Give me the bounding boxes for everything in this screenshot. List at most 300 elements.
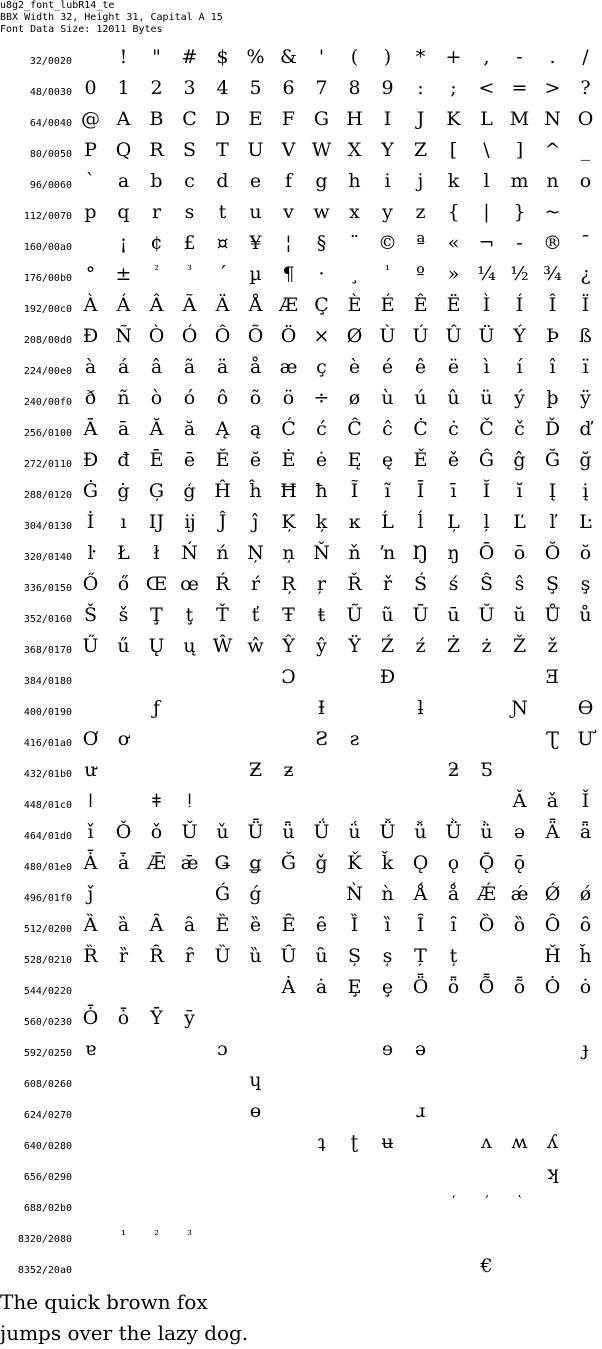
glyph-cell: Ò	[148, 325, 165, 347]
glyph-cell: õ	[249, 387, 262, 409]
glyph-cell: Ŝ	[479, 573, 494, 595]
glyph-cell: Ư	[577, 728, 594, 750]
row-code-label: 608/0260	[23, 1079, 72, 1090]
glyph-cell: ĉ	[382, 418, 393, 440]
glyph-cell: ƨ	[349, 728, 360, 750]
glyph-cell: Ĩ	[350, 480, 359, 502]
glyph-cell: ā	[117, 418, 130, 440]
glyph-cell: Ē	[149, 449, 164, 471]
glyph-cell: Ǔ	[181, 821, 198, 843]
glyph-cell: Ě	[413, 449, 428, 471]
glyph-cell: &	[280, 46, 297, 68]
sample-text	[0, 1287, 248, 1349]
glyph-cell: ș	[382, 945, 393, 967]
glyph-cell: 7	[315, 77, 328, 99]
glyph-cell: č	[514, 418, 525, 440]
glyph-cell: )	[383, 46, 392, 68]
glyph-cell: Ĺ	[381, 511, 394, 533]
glyph-row	[0, 1220, 589, 1251]
glyph-cell: ĸ	[348, 511, 361, 533]
row-code-label: 336/0150	[23, 583, 72, 594]
glyph-cell: ŕ	[250, 573, 261, 595]
row-code-label: 496/01f0	[23, 893, 72, 904]
glyph-cell: +	[445, 46, 462, 68]
glyph-cell: ~	[544, 201, 561, 223]
glyph-cell: ǰ	[87, 883, 94, 905]
glyph-cell: m	[510, 170, 529, 192]
glyph-cell: "	[152, 46, 161, 68]
glyph-cell: Ŗ	[281, 573, 296, 595]
glyph-cell: Ď	[544, 418, 561, 440]
row-code-label: 528/0210	[23, 955, 72, 966]
glyph-cell: ǂ	[152, 790, 161, 812]
glyph-cell: €	[480, 1255, 493, 1277]
glyph-cell: :	[417, 77, 424, 99]
glyph-cell: ļ	[483, 511, 490, 533]
glyph-cell: G	[313, 108, 330, 130]
glyph-cell: ȁ	[117, 914, 130, 936]
glyph-cell: ø	[348, 387, 361, 409]
glyph-cell: Ǧ	[280, 852, 297, 874]
glyph-cell: w	[313, 201, 330, 223]
glyph-cell: Ê	[413, 294, 428, 316]
glyph-cell: Ǎ	[512, 790, 527, 812]
glyph-cell: ©	[378, 232, 397, 254]
glyph-cell: ó	[183, 387, 196, 409]
glyph-cell: Ĉ	[347, 418, 362, 440]
glyph-cell: ı	[120, 511, 127, 533]
glyph-row	[0, 1003, 589, 1034]
glyph-cell: Ǖ	[247, 821, 264, 843]
glyph-cell: Ș	[347, 945, 362, 967]
glyph-cell: Ǽ	[476, 883, 497, 905]
glyph-row	[0, 662, 589, 693]
row-code-label: 224/00e0	[23, 366, 72, 377]
glyph-cell: ľ	[549, 511, 556, 533]
glyph-cell: b	[150, 170, 163, 192]
glyph-cell: Ȍ	[478, 914, 495, 936]
glyph-cell: A	[116, 108, 131, 130]
glyph-cell: ű	[117, 635, 130, 657]
glyph-cell: Ğ	[544, 449, 561, 471]
glyph-cell: Ŧ	[282, 604, 295, 626]
glyph-cell: ć	[316, 418, 327, 440]
glyph-cell: ɵ	[249, 1100, 262, 1122]
row-code-label: 240/00f0	[23, 397, 72, 408]
glyph-cell: ȃ	[183, 914, 196, 936]
glyph-cell: Ƨ	[314, 728, 329, 750]
glyph-cell: ±	[115, 263, 132, 285]
font-data-size: Font Data Size: 12011 Bytes	[0, 24, 163, 35]
glyph-cell: Í	[515, 294, 524, 316]
row-code-label: 448/01c0	[23, 800, 72, 811]
glyph-cell: ĺ	[417, 511, 424, 533]
glyph-cell: Ņ	[247, 542, 264, 564]
glyph-cell: ¶	[282, 263, 295, 285]
glyph-cell: n	[546, 170, 559, 192]
glyph-row	[0, 352, 589, 383]
glyph-cell: .	[549, 46, 556, 68]
glyph-cell: ÿ	[580, 387, 591, 409]
glyph-cell: ǃ	[186, 790, 193, 812]
glyph-cell: ƻ	[447, 759, 460, 781]
glyph-cell: Ǘ	[313, 821, 330, 843]
glyph-row	[0, 910, 592, 941]
row-code-label: 272/0110	[23, 459, 72, 470]
glyph-cell: Â	[149, 294, 164, 316]
glyph-cell: g	[315, 170, 328, 192]
glyph-cell: ɹ	[415, 1100, 426, 1122]
glyph-cell: Ķ	[281, 511, 296, 533]
glyph-cell: S	[182, 139, 197, 161]
glyph-cell: ǿ	[579, 883, 592, 905]
glyph-row	[0, 941, 592, 972]
glyph-row	[0, 817, 592, 848]
glyph-cell: ʌ	[481, 1131, 492, 1153]
row-code-label: 624/0270	[23, 1110, 72, 1121]
glyph-cell: ǀ	[87, 790, 94, 812]
glyph-cell: š	[118, 604, 129, 626]
glyph-cell: ₁	[121, 1224, 126, 1238]
glyph-cell: p	[84, 201, 97, 223]
glyph-cell: N	[544, 108, 561, 130]
glyph-cell: ì	[483, 356, 490, 378]
glyph-cell: c	[184, 170, 195, 192]
glyph-cell: Ǒ	[115, 821, 132, 843]
glyph-row	[0, 848, 589, 879]
glyph-cell: Ũ	[346, 604, 363, 626]
glyph-cell: ē	[183, 449, 196, 471]
glyph-cell: ʞ	[546, 1162, 559, 1184]
glyph-cell: ŉ	[379, 542, 396, 564]
glyph-row	[0, 1251, 589, 1282]
glyph-cell: ǜ	[480, 821, 493, 843]
row-code-label: 688/02b0	[23, 1203, 72, 1214]
glyph-cell: ȇ	[315, 914, 328, 936]
row-code-label: 112/0070	[23, 211, 72, 222]
glyph-cell: v	[283, 201, 294, 223]
glyph-cell: ĳ	[184, 511, 195, 533]
glyph-cell: Ĕ	[215, 449, 230, 471]
glyph-row	[0, 259, 589, 290]
glyph-cell: ñ	[117, 387, 130, 409]
glyph-cell: ĵ	[252, 511, 259, 533]
glyph-cell: ö	[282, 387, 295, 409]
glyph-cell: ɐ	[84, 1038, 97, 1060]
glyph-cell: Ĝ	[478, 449, 495, 471]
glyph-cell: ś	[448, 573, 459, 595]
glyph-cell: »	[447, 263, 460, 285]
glyph-cell: Ŷ	[282, 635, 295, 657]
row-code-label: 304/0130	[23, 521, 72, 532]
glyph-cell: Ś	[413, 573, 428, 595]
glyph-cell: ʎ	[547, 1131, 558, 1153]
glyph-cell: ȅ	[249, 914, 262, 936]
glyph-cell: ×	[313, 325, 330, 347]
glyph-cell: ĕ	[249, 449, 262, 471]
glyph-cell: ¼	[477, 263, 496, 285]
glyph-cell: a	[117, 170, 130, 192]
glyph-cell: ħ	[315, 480, 328, 502]
glyph-cell: ř	[382, 573, 393, 595]
glyph-cell: ¦	[285, 232, 292, 254]
glyph-cell: Ǫ	[412, 852, 429, 874]
glyph-cell: Ł	[117, 542, 130, 564]
glyph-cell: é	[381, 356, 394, 378]
glyph-cell: Ơ	[82, 728, 99, 750]
glyph-cell: ő	[117, 573, 130, 595]
glyph-cell: %	[246, 46, 265, 68]
glyph-cell: r	[151, 201, 162, 223]
row-code-label: 560/0230	[23, 1017, 72, 1028]
glyph-cell: ò	[150, 387, 163, 409]
glyph-cell: Ɵ	[577, 697, 594, 719]
glyph-cell: Ÿ	[348, 635, 361, 657]
glyph-cell: ȧ	[315, 976, 328, 998]
glyph-cell: ȱ	[117, 1007, 130, 1029]
row-code-label: 512/0200	[23, 924, 72, 935]
glyph-cell: ȏ	[579, 914, 592, 936]
glyph-cell: §	[316, 232, 327, 254]
glyph-cell: ¾	[543, 263, 562, 285]
glyph-cell: ǒ	[150, 821, 163, 843]
glyph-cell: Ŭ	[478, 604, 495, 626]
row-code-label: 8320/2080	[17, 1234, 72, 1245]
glyph-cell: K	[446, 108, 461, 130]
glyph-cell: [	[449, 139, 458, 161]
glyph-cell: Ȓ	[149, 945, 164, 967]
glyph-cell: ǭ	[513, 852, 526, 874]
glyph-cell: P	[84, 139, 97, 161]
glyph-cell: f	[284, 170, 293, 192]
glyph-cell: °	[85, 263, 96, 285]
glyph-cell: œ	[180, 573, 199, 595]
glyph-cell: ¢	[150, 232, 163, 254]
glyph-cell: Ų	[148, 635, 165, 657]
glyph-cell: Ǝ	[545, 666, 560, 688]
glyph-cell: ŋ	[447, 542, 460, 564]
glyph-cell: ³	[187, 263, 192, 277]
sample-line-2: jumps over the lazy dog.	[0, 1321, 249, 1345]
glyph-cell: ĩ	[384, 480, 391, 502]
glyph-cell: ď	[579, 418, 592, 440]
glyph-cell: @	[81, 108, 100, 130]
glyph-cell: Õ	[247, 325, 264, 347]
glyph-cell: Ő	[82, 573, 99, 595]
glyph-cell: Ǜ	[445, 821, 462, 843]
glyph-cell: ȋ	[450, 914, 457, 936]
glyph-row	[0, 1189, 589, 1220]
glyph-cell: ź	[415, 635, 426, 657]
glyph-cell: u	[249, 201, 262, 223]
glyph-cell: 1	[117, 77, 130, 99]
glyph-cell: H	[346, 108, 363, 130]
glyph-cell: Ð	[82, 325, 99, 347]
glyph-cell: İ	[86, 511, 95, 533]
glyph-cell: T	[216, 139, 229, 161]
glyph-cell: Ɨ	[317, 697, 326, 719]
row-code-label: 656/0290	[23, 1172, 72, 1183]
glyph-cell: ä	[216, 356, 229, 378]
glyph-cell: ĥ	[249, 480, 262, 502]
glyph-cell: ¿	[580, 263, 591, 285]
glyph-cell: ȗ	[315, 945, 328, 967]
glyph-cell: \	[483, 139, 490, 161]
glyph-cell: Ť	[216, 604, 229, 626]
glyph-cell: ú	[414, 387, 427, 409]
glyph-row	[0, 104, 594, 135]
row-code-label: 8352/20a0	[17, 1265, 72, 1276]
glyph-cell: ù	[381, 387, 394, 409]
glyph-cell: ŧ	[317, 604, 326, 626]
glyph-cell: o	[579, 170, 592, 192]
glyph-cell: Ȏ	[544, 914, 561, 936]
glyph-cell: æ	[279, 356, 298, 378]
row-code-label: 480/01e0	[23, 862, 72, 873]
glyph-cell: Ū	[412, 604, 429, 626]
glyph-cell: /	[582, 46, 589, 68]
glyph-cell: Ɖ	[379, 666, 396, 688]
glyph-cell: ¨	[349, 232, 360, 254]
glyph-cell: â	[150, 356, 163, 378]
glyph-cell: J	[416, 108, 425, 130]
glyph-cell: Ą	[215, 418, 230, 440]
glyph-cell: ž	[547, 635, 558, 657]
glyph-cell: ã	[183, 356, 196, 378]
glyph-cell: ²	[154, 263, 159, 277]
glyph-cell: ũ	[381, 604, 394, 626]
glyph-cell: ż	[481, 635, 492, 657]
glyph-cell: Û	[445, 325, 462, 347]
glyph-cell: ,	[483, 46, 490, 68]
glyph-row	[0, 507, 592, 538]
glyph-cell: ɟ	[582, 1038, 589, 1060]
glyph-cell: ư	[84, 759, 97, 781]
glyph-cell: ®	[543, 232, 562, 254]
row-code-label: 256/0100	[23, 428, 72, 439]
glyph-cell: M	[509, 108, 530, 130]
glyph-cell: Ȑ	[83, 945, 98, 967]
glyph-cell: X	[347, 139, 362, 161]
glyph-row	[0, 1096, 589, 1127]
glyph-cell: Ć	[281, 418, 296, 440]
glyph-row	[0, 1034, 589, 1065]
glyph-cell: ǝ	[513, 821, 526, 843]
glyph-cell: ī	[450, 480, 457, 502]
glyph-row	[0, 755, 589, 786]
glyph-cell: L	[480, 108, 493, 130]
glyph-cell: ŏ	[579, 542, 592, 564]
glyph-row	[0, 693, 594, 724]
glyph-cell: ]	[515, 139, 524, 161]
row-code-label: 160/00a0	[23, 242, 72, 253]
row-code-label: 192/00c0	[23, 304, 72, 315]
row-code-label: 64/0040	[29, 118, 72, 129]
row-code-label: 176/00b0	[23, 273, 72, 284]
glyph-row	[0, 42, 589, 73]
glyph-cell: ǩ	[381, 852, 394, 874]
glyph-cell: å	[249, 356, 262, 378]
glyph-cell: í	[516, 356, 523, 378]
glyph-cell: ą	[249, 418, 262, 440]
glyph-cell: Ã	[182, 294, 197, 316]
glyph-cell: Ę	[347, 449, 362, 471]
row-code-label: 640/0280	[23, 1141, 72, 1152]
glyph-cell: Ë	[446, 294, 461, 316]
glyph-cell: Ɲ	[511, 697, 528, 719]
glyph-cell: Ȧ	[281, 976, 296, 998]
glyph-cell: î	[549, 356, 556, 378]
glyph-cell: ń	[216, 542, 229, 564]
glyph-cell: þ	[546, 387, 559, 409]
glyph-cell: 5	[249, 77, 262, 99]
glyph-cell: D	[214, 108, 231, 130]
glyph-cell: 6	[282, 77, 295, 99]
glyph-cell: ¤	[216, 232, 229, 254]
glyph-cell: Ļ	[447, 511, 460, 533]
glyph-row	[0, 228, 589, 259]
glyph-cell: U	[247, 139, 264, 161]
glyph-cell: 0	[84, 77, 97, 99]
glyph-cell: ǡ	[117, 852, 130, 874]
glyph-cell: ǹ	[381, 883, 394, 905]
glyph-cell: à	[84, 356, 97, 378]
row-code-label: 544/0220	[23, 986, 72, 997]
glyph-cell: ŗ	[316, 573, 327, 595]
glyph-cell: B	[149, 108, 164, 130]
glyph-cell: ê	[414, 356, 427, 378]
glyph-cell: ŀ	[87, 542, 94, 564]
glyph-cell: Ċ	[413, 418, 428, 440]
glyph-cell: Ȁ	[83, 914, 98, 936]
glyph-cell: Ǣ	[146, 852, 167, 874]
glyph-row	[0, 972, 592, 1003]
glyph-cell: Š	[83, 604, 98, 626]
glyph-cell: Ɔ	[281, 666, 296, 688]
glyph-cell: Ů	[544, 604, 561, 626]
glyph-cell: ō	[513, 542, 526, 564]
glyph-cell: Ȇ	[281, 914, 296, 936]
row-code-label: 48/0030	[29, 87, 72, 98]
glyph-cell: Ö	[280, 325, 297, 347]
glyph-cell: Į	[548, 480, 557, 502]
glyph-cell: j	[417, 170, 424, 192]
glyph-cell: O	[577, 108, 594, 130]
glyph-cell: Ț	[414, 945, 427, 967]
glyph-row	[0, 786, 589, 817]
glyph-cell: I	[383, 108, 392, 130]
glyph-cell: ß	[579, 325, 592, 347]
glyph-cell: F	[281, 108, 296, 130]
glyph-cell: 8	[348, 77, 361, 99]
glyph-cell: Ȳ	[150, 1007, 163, 1029]
glyph-cell: Ø	[346, 325, 363, 347]
glyph-cell: Ƽ	[479, 759, 494, 781]
glyph-cell: Ģ	[148, 480, 165, 502]
glyph-row	[0, 1127, 589, 1158]
glyph-cell: ´	[217, 263, 228, 285]
glyph-row	[0, 1158, 589, 1189]
glyph-cell: Ŏ	[544, 542, 561, 564]
glyph-cell: ȭ	[513, 976, 526, 998]
glyph-cell: Ȩ	[347, 976, 362, 998]
glyph-cell: Ǹ	[346, 883, 363, 905]
glyph-cell: $	[216, 46, 229, 68]
glyph-cell: ¡	[119, 232, 128, 254]
glyph-cell: ¥	[249, 232, 262, 254]
glyph-cell: -	[516, 46, 523, 68]
glyph-cell: ¬	[478, 232, 495, 254]
